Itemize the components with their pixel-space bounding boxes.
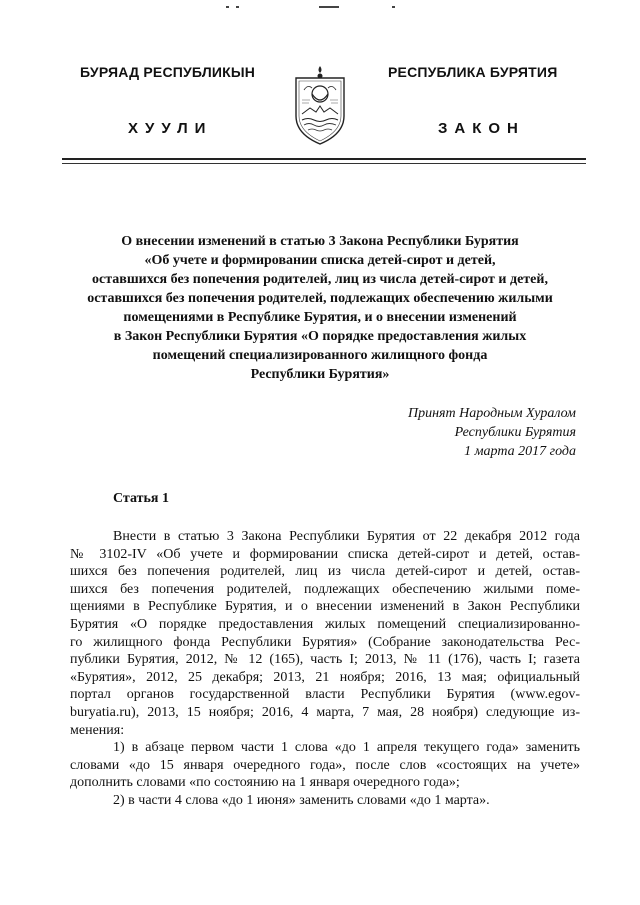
title-line: «Об учете и формировании списка детей-сирот и детей, xyxy=(144,253,496,268)
body-line: словами «до 15 января очередного года», после слов «состоящих на учете» xyxy=(70,757,580,773)
body-line: шихся без попечения родителей, лиц из числа детей-сирот и детей, остав- xyxy=(70,564,580,580)
header-divider-thick xyxy=(62,158,586,160)
scan-artifact xyxy=(236,6,239,8)
adoption-date: 1 марта 2017 года xyxy=(464,444,576,459)
header-left-title: БУРЯАД РЕСПУБЛИКЫН xyxy=(80,64,256,80)
body-line: щениями в Республике Бурятия, и о внесении изменений в Закон Республики xyxy=(70,599,580,615)
scan-artifact xyxy=(392,6,395,8)
header-left-word: ХУУЛИ xyxy=(128,120,213,137)
title-line: помещений специализированного жилищного фонда xyxy=(152,348,488,363)
title-line: оставшихся без попечения родителей, лиц из числа детей-сирот и детей, xyxy=(92,272,548,287)
title-line: помещениями в Республике Бурятия, и о внесении изменений xyxy=(123,310,517,325)
body-line: 1) в абзаце первом части 1 слова «до 1 апреля текущего года» заменить xyxy=(113,740,580,756)
adoption-line: Принят Народным Хуралом xyxy=(407,406,576,421)
article-heading: Статья 1 xyxy=(113,491,169,506)
title-line: Республики Бурятия» xyxy=(250,367,390,382)
body-line: портал органов государственной власти Республики Бурятия (www.egov- xyxy=(70,687,580,703)
article-body xyxy=(70,528,580,810)
coat-of-arms-icon xyxy=(290,64,350,146)
body-line: го жилищного фонда Республики Бурятия» (Собрание законодательства Рес- xyxy=(70,634,580,650)
body-line: Бурятия «О порядке предоставления жилых помещений специализированно- xyxy=(70,616,580,632)
adoption-line: Республики Бурятия xyxy=(454,425,576,440)
header-right-title: РЕСПУБЛИКА БУРЯТИЯ xyxy=(388,64,558,80)
adoption-block xyxy=(408,404,576,461)
law-title xyxy=(70,232,570,384)
scan-artifact xyxy=(226,6,229,8)
title-line: О внесении изменений в статью 3 Закона Республики Бурятия xyxy=(121,234,519,249)
body-line: № 3102-IV «Об учете и формировании списка детей-сирот и детей, остав- xyxy=(70,546,580,562)
body-line: шихся без попечения родителей, подлежащих обеспечению жилыми поме- xyxy=(70,581,580,597)
body-line: «Бурятия», 2012, 25 декабря; 2013, 21 ноября; 2016, 13 мая; официальный xyxy=(70,669,580,685)
header-divider-thin xyxy=(62,163,586,164)
body-line: дополнить словами «по состоянию на 1 января очередного года»; xyxy=(70,775,460,791)
body-line: публики Бурятия, 2012, № 12 (165), часть I; 2013, № 11 (176), часть I; газета xyxy=(70,652,580,668)
scan-artifact xyxy=(319,6,339,8)
body-line: Внести в статью 3 Закона Республики Бурятия от 22 декабря 2012 года xyxy=(113,529,580,544)
body-line: 2) в части 4 слова «до 1 июня» заменить словами «до 1 марта». xyxy=(113,792,490,808)
title-line: в Закон Республики Бурятия «О порядке предоставления жилых xyxy=(113,329,527,344)
header-right-word: ЗАКОН xyxy=(438,120,525,137)
title-line: оставшихся без попечения родителей, подлежащих обеспечению жилыми xyxy=(87,291,553,306)
body-line: менения: xyxy=(70,722,125,738)
body-line: buryatia.ru), 2013, 15 ноября; 2016, 4 марта, 7 мая, 28 ноября) следующие из- xyxy=(70,704,580,720)
